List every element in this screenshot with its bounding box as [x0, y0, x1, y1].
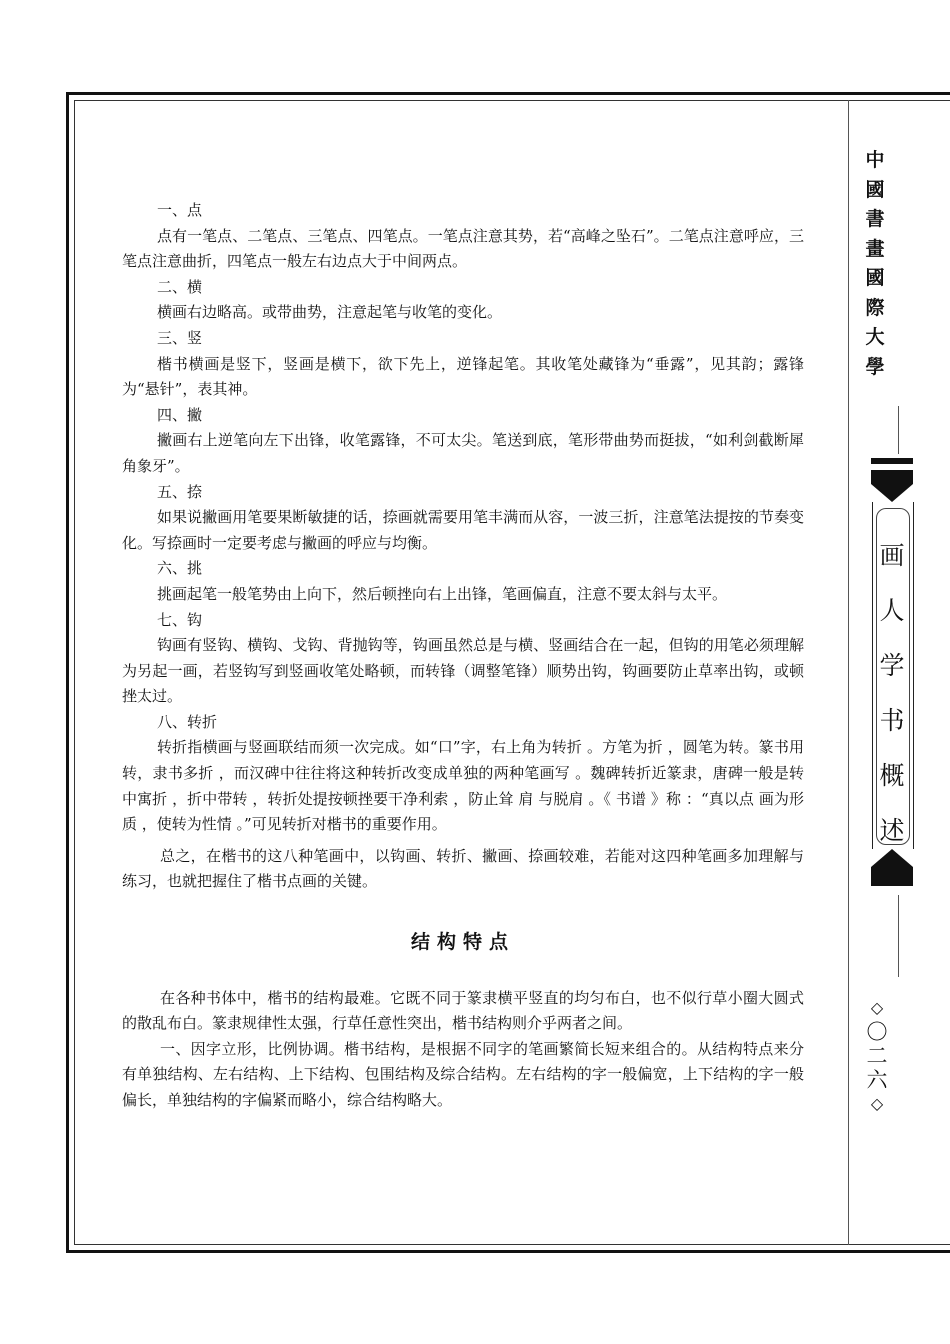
school-name-char: 中 [865, 149, 885, 171]
paragraph-dot: 点有一笔点、二笔点、三笔点、四笔点。一笔点注意其势，若“高峰之坠石”。二笔点注意呼应，三笔点注意曲折，四笔点一般左右边点大于中间两点。 [122, 226, 804, 271]
page-body [122, 198, 804, 1114]
margin-divider [848, 100, 849, 1245]
heading-horizontal: 二、横 [157, 277, 203, 296]
paragraph-hook: 钩画有竖钩、横钩、戈钩、背抛钩等，钩画虽然总是与横、竖画结合在一起，但钩的用笔必须理解为另起一画，若竖钩写到竖画收笔处略顿，而转锋（调整笔锋）顺势出钩，钩画要防止草率出钩，或顿挫太过。 [122, 636, 804, 706]
frame-inner-top-border [74, 100, 950, 101]
page-number-char: 二 [866, 1044, 888, 1068]
frame-top-border [66, 92, 950, 95]
banner-top-bar [871, 458, 913, 464]
paragraph-left-falling: 撇画右上逆笔向左下出锋，收笔露锋，不可太尖。笔送到底，笔形带曲势而挺拔，“如利剑截断犀角象牙”。 [122, 431, 804, 475]
school-name-char: 書 [865, 208, 885, 230]
diamond-icon: ◇ [870, 998, 884, 1017]
heading-left-falling: 四、撇 [157, 405, 203, 424]
paragraph-horizontal: 横画右边略高。或带曲势，注意起笔与收笔的变化。 [157, 303, 503, 322]
frame-left-border [66, 92, 69, 1253]
paragraph-right-falling: 如果说撇画用笔要果断敏捷的话，捺画就需要用笔丰满而从容，一波三折，注意笔法提按的节奏变化。写捺画时一定要考虑与撇画的呼应与均衡。 [122, 508, 804, 552]
school-name-char: 國 [865, 267, 885, 289]
book-title-char: 画 [879, 541, 905, 570]
book-title-char: 学 [879, 651, 905, 680]
page-number-char: 〇 [866, 1020, 888, 1044]
banner-bottom-bar [871, 880, 913, 886]
paragraph-structure-point-one: 一、因字立形，比例协调。楷书结构，是根据不同字的笔画繁简长短来组合的。从结构特点来分有单独结构、左右结构、上下结构、包围结构及综合结构。左右结构的字一般偏宽，上下结构的字一般偏长，单独结构的字偏紧而略小，综合结构略大。 [122, 1039, 804, 1109]
diamond-icon: ◇ [870, 1094, 884, 1113]
page-number [862, 996, 892, 1116]
heading-dot: 一、点 [157, 201, 203, 219]
book-title [872, 528, 912, 858]
sidebar-line-upper [898, 406, 899, 454]
school-name-char: 際 [865, 296, 885, 319]
school-name-char: 大 [865, 326, 885, 348]
heading-vertical: 三、竖 [157, 328, 203, 347]
heading-hook: 七、钩 [157, 610, 203, 629]
school-name-char: 國 [865, 178, 885, 201]
book-title-char: 书 [879, 706, 905, 735]
banner-bottom-ornament [871, 845, 913, 881]
school-name [860, 146, 890, 382]
page-number-char: 六 [866, 1068, 888, 1092]
book-title-char: 概 [879, 761, 905, 790]
book-title-char: 述 [879, 816, 905, 845]
book-title-char: 人 [879, 596, 905, 625]
school-name-char: 學 [865, 355, 885, 378]
paragraph-vertical: 楷书横画是竖下，竖画是横下，欲下先上，逆锋起笔。其收笔处藏锋为“垂露”，见其韵；露锋为“悬针”，表其神。 [122, 354, 804, 399]
heading-right-falling: 五、捺 [157, 482, 203, 501]
paragraph-structure-intro: 在各种书体中，楷书的结构最难。它既不同于篆隶横平竖直的均匀布白，也不似行草小圈大圆式的散乱布白。篆隶规律性太强，行草任意性突出，楷书结构则介乎两者之间。 [122, 988, 804, 1033]
paragraph-summary: 总之，在楷书的这八种笔画中，以钩画、转折、撇画、捺画较难，若能对这四种笔画多加理解与练习，也就把握住了楷书点画的关键。 [122, 846, 804, 891]
heading-turning: 八、转折 [157, 712, 218, 731]
sidebar-line-lower [898, 895, 899, 977]
frame-bottom-border [66, 1250, 950, 1253]
frame-inner-bottom-border [74, 1244, 950, 1245]
school-name-char: 畫 [865, 237, 885, 260]
frame-inner-left-border [74, 100, 75, 1245]
paragraph-rising: 挑画起笔一般笔势由上向下，然后顿挫向右上出锋，笔画偏直，注意不要太斜与太平。 [157, 584, 728, 603]
section-title: 结构特点 [410, 931, 515, 954]
heading-rising: 六、挑 [157, 559, 203, 578]
paragraph-turning: 转折指横画与竖画联结而须一次完成。如“口”字，右上角为转折 。方笔为折 ，圆笔为转。篆书用转，隶书多折 ，而汉碑中往往将这种转折改变成单独的两种笔画写 。魏碑转折近篆隶，唐碑一般是转中寓折 ，折中带转 ，转折处提按顿挫要干净利索 ，防止耸 肩 与脱肩 。《 书谱 》称 ：“真以点 画为形质 ，使转为性情 。”可见转折对楷书的重要作用。 [122, 738, 804, 834]
